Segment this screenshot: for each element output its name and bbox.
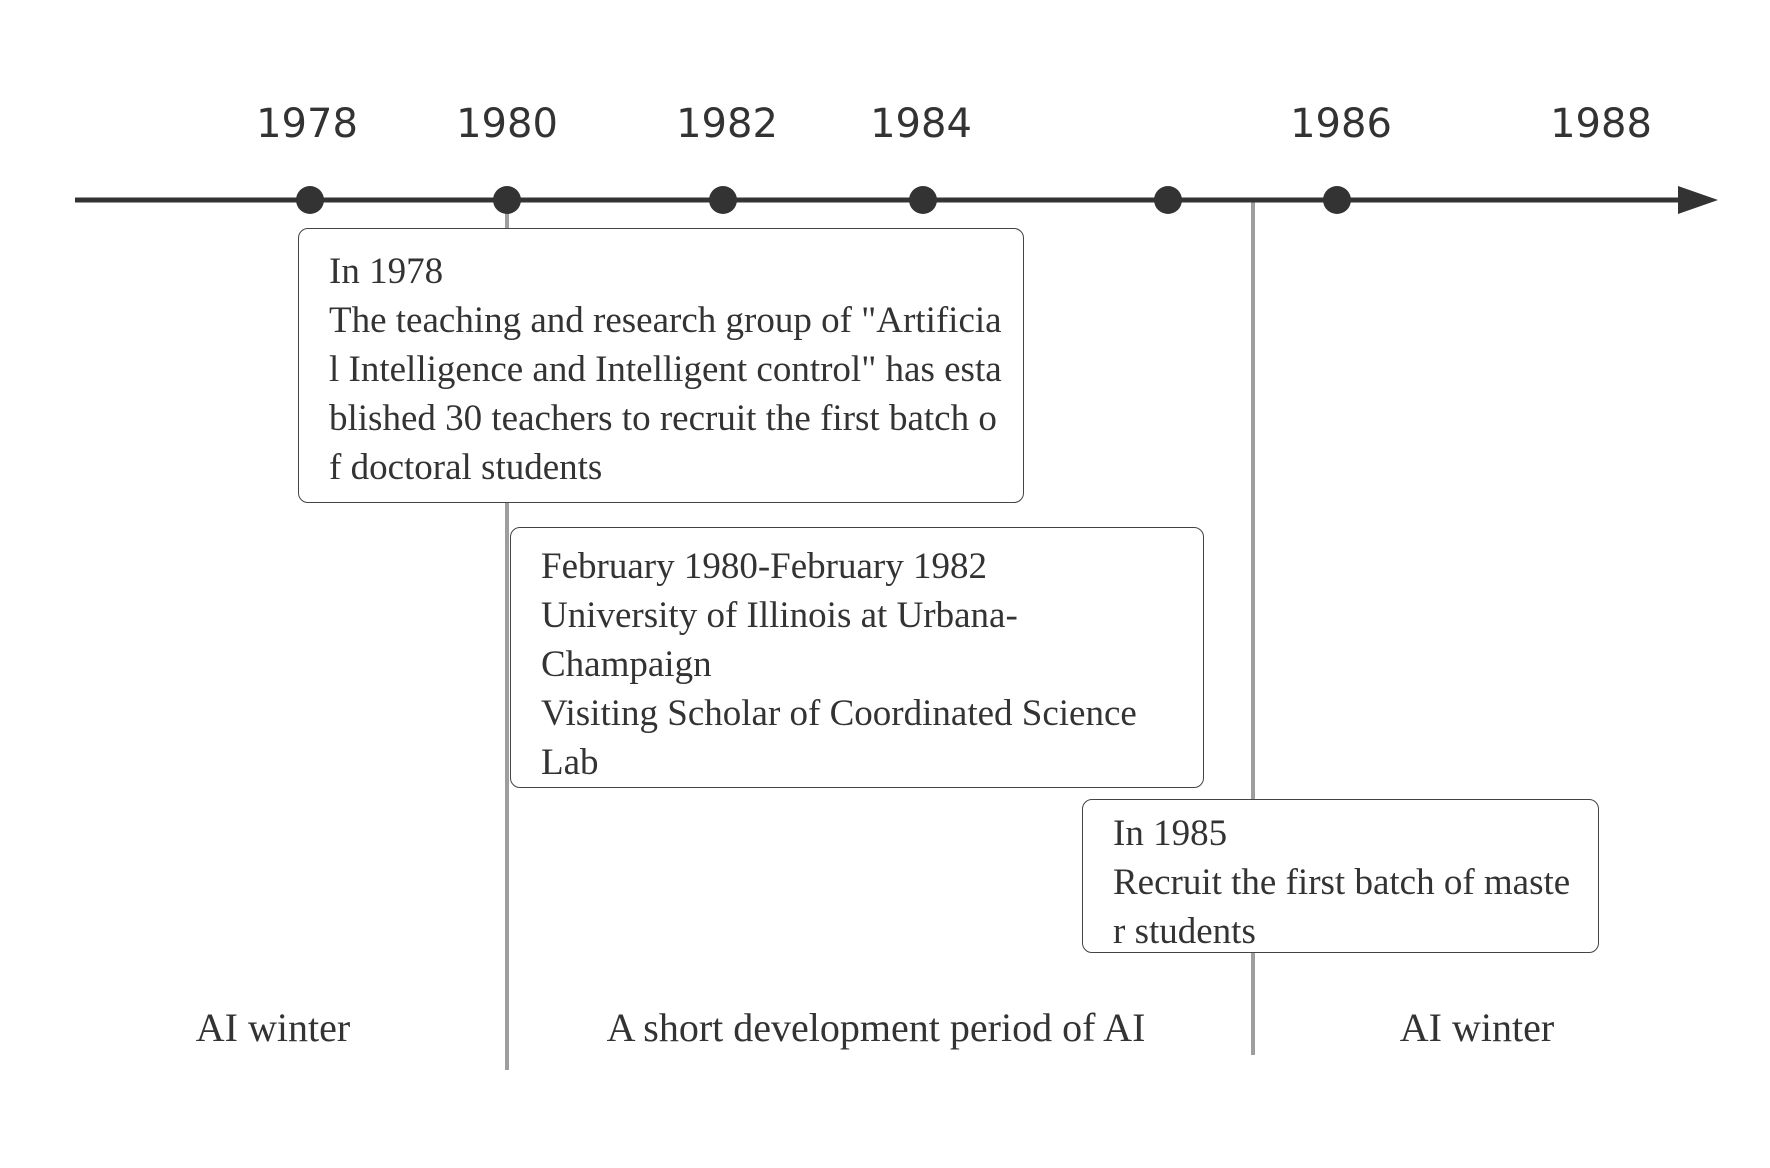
year-label-1980: 1980	[456, 101, 558, 147]
event-box-1978	[298, 228, 1024, 503]
event-description: Recruit the first batch of master students	[1113, 862, 1571, 952]
event-title: February 1980-February 1982	[541, 546, 987, 587]
event-title: In 1978	[329, 251, 444, 292]
year-marker-1980	[493, 186, 521, 214]
year-label-1988: 1988	[1550, 101, 1652, 147]
event-description-line: Champaign	[541, 644, 712, 685]
event-description: The teaching and research group of "Artificial Intelligence and Intelligent control" has established 30 teachers to recruit the first batch of doctoral students	[329, 300, 1002, 488]
year-label-1982: 1982	[676, 101, 778, 147]
year-marker-1986	[1323, 186, 1351, 214]
event-box-1980-1982	[510, 527, 1204, 788]
event-description-line: Visiting Scholar of Coordinated Science	[541, 693, 1137, 734]
event-title: In 1985	[1113, 813, 1228, 854]
year-marker-1984	[909, 186, 937, 214]
year-label-1984: 1984	[870, 101, 972, 147]
year-label-1986: 1986	[1290, 101, 1392, 147]
period-label-ai-winter-before: AI winter	[195, 1005, 351, 1050]
year-marker-1982	[709, 186, 737, 214]
event-description-line: Lab	[541, 742, 599, 783]
timeline-arrow-head	[1678, 186, 1718, 214]
year-label-1978: 1978	[256, 101, 358, 147]
event-box-1985	[1082, 799, 1599, 953]
event-description-line: University of Illinois at Urbana-	[541, 595, 1018, 636]
year-marker-1978	[296, 186, 324, 214]
period-label-short-development: A short development period of AI	[606, 1005, 1146, 1050]
period-label-ai-winter-after: AI winter	[1399, 1005, 1555, 1050]
year-marker-1985	[1154, 186, 1182, 214]
